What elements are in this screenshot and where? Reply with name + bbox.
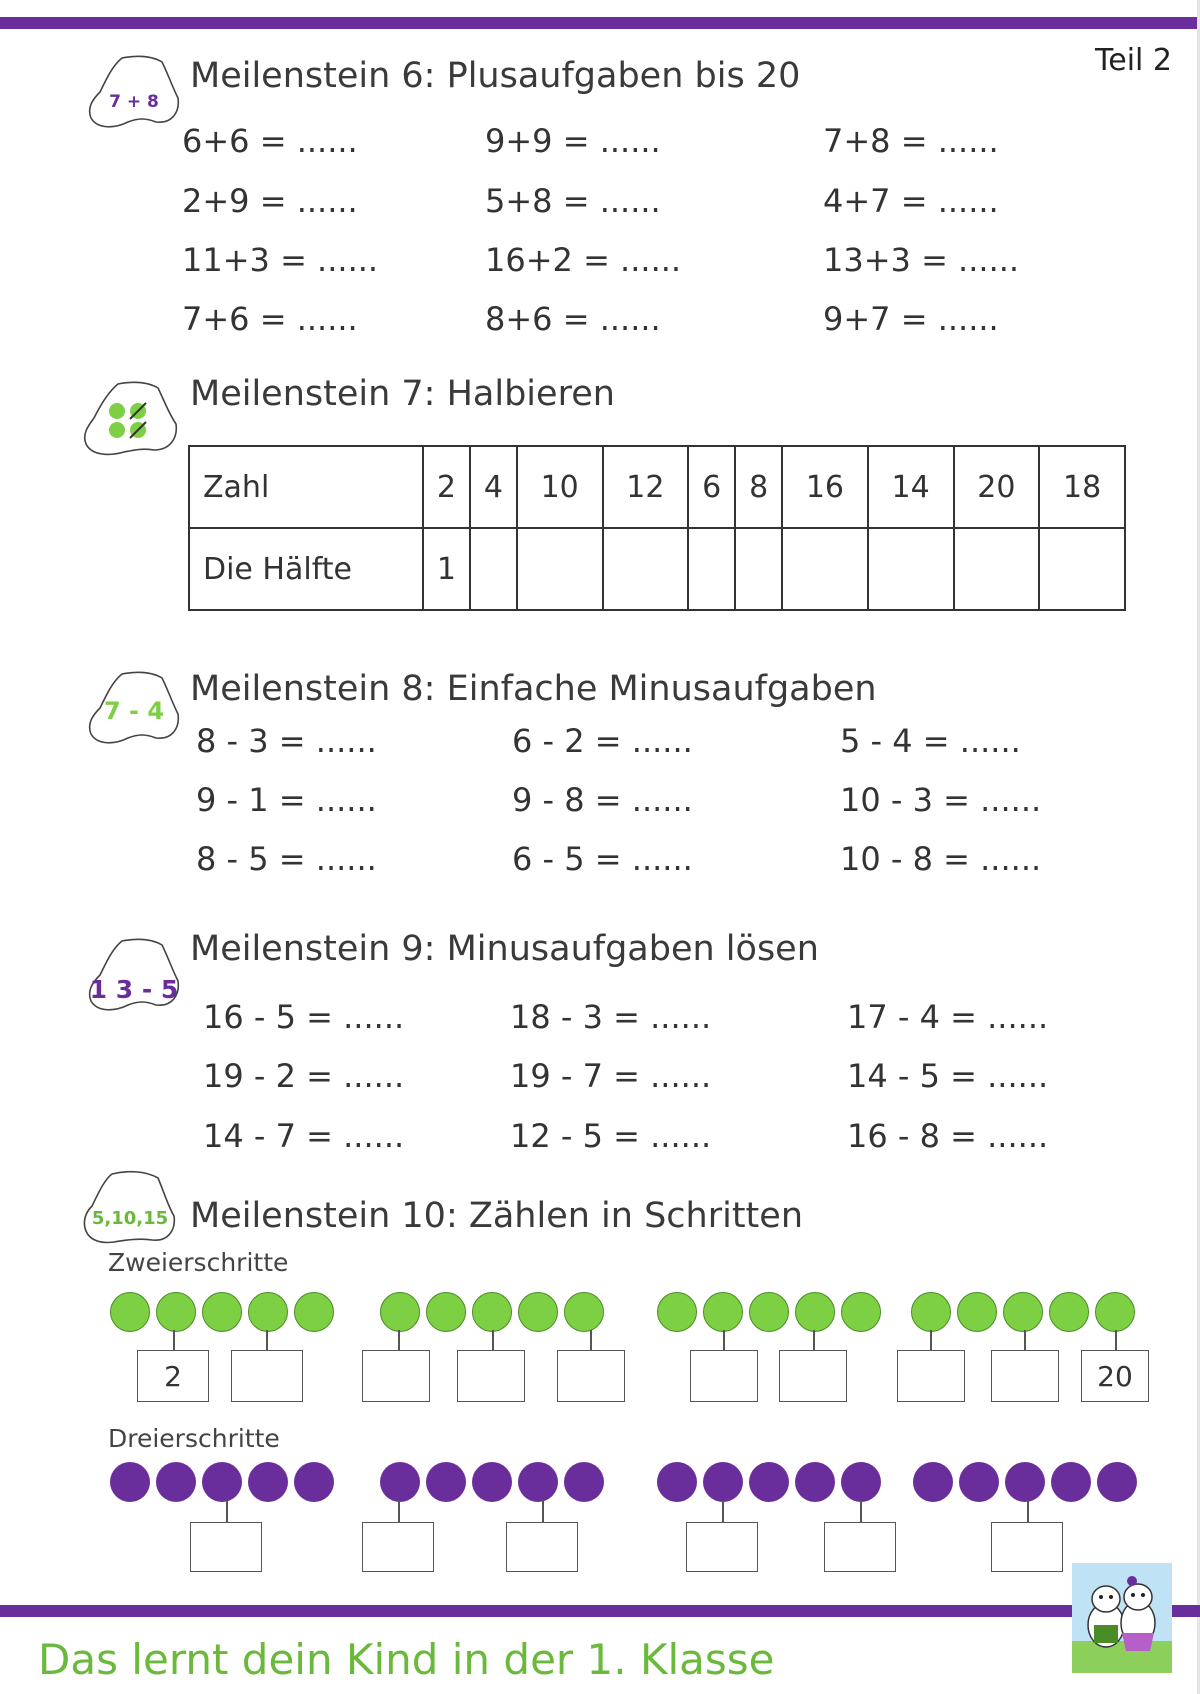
connector-line [722, 1500, 724, 1522]
purple-counter-dot [795, 1462, 835, 1502]
exercise-m6[interactable]: 4+7 = ...... [823, 182, 999, 220]
part-label: Teil 2 [1095, 43, 1172, 78]
purple-counter-dot [564, 1462, 604, 1502]
badge-label: 5,10,15 [91, 1207, 169, 1229]
table-header-zahl: Zahl [189, 446, 423, 528]
answer-box[interactable] [506, 1522, 578, 1572]
green-counter-dot [795, 1292, 835, 1332]
exercise-m9[interactable]: 18 - 3 = ...... [510, 998, 712, 1036]
exercise-m9[interactable]: 16 - 8 = ...... [847, 1117, 1049, 1155]
connector-line [930, 1330, 932, 1350]
halving-table [188, 445, 1126, 611]
table-cell: 14 [868, 446, 954, 528]
answer-cell[interactable] [688, 528, 735, 610]
green-counter-dot [202, 1292, 242, 1332]
answer-cell[interactable] [954, 528, 1040, 610]
answer-box[interactable] [457, 1350, 525, 1402]
answer-cell[interactable] [470, 528, 517, 610]
badge-label: 1 3 - 5 [89, 974, 179, 1004]
table-cell: 12 [603, 446, 689, 528]
exercise-m9[interactable]: 14 - 5 = ...... [847, 1057, 1049, 1095]
connector-line [398, 1500, 400, 1522]
connector-line [1027, 1500, 1029, 1522]
green-counter-dot [426, 1292, 466, 1332]
answer-box[interactable] [690, 1350, 758, 1402]
green-counter-dot [841, 1292, 881, 1332]
table-cell: 2 [423, 446, 470, 528]
table-cell: 8 [735, 446, 782, 528]
purple-counter-dot [913, 1462, 953, 1502]
purple-counter-dot [1051, 1462, 1091, 1502]
connector-line [1115, 1330, 1117, 1350]
exercise-m6[interactable]: 5+8 = ...... [485, 182, 661, 220]
purple-counter-dot [202, 1462, 242, 1502]
answer-cell[interactable] [868, 528, 954, 610]
exercise-m9[interactable]: 16 - 5 = ...... [203, 998, 405, 1036]
threes-label: Dreierschritte [108, 1424, 280, 1453]
table-header-haelfte: Die Hälfte [189, 528, 423, 610]
section-title-m6: Meilenstein 6: Plusaufgaben bis 20 [190, 56, 801, 96]
purple-counter-dot [110, 1462, 150, 1502]
answer-cell[interactable] [603, 528, 689, 610]
green-counter-dot [472, 1292, 512, 1332]
exercise-m9[interactable]: 17 - 4 = ...... [847, 998, 1049, 1036]
answer-box[interactable] [897, 1350, 965, 1402]
table-row-halves [189, 528, 1125, 610]
green-counter-dot [380, 1292, 420, 1332]
table-cell: 20 [954, 446, 1040, 528]
purple-counter-dot [1005, 1462, 1045, 1502]
purple-counter-dot [703, 1462, 743, 1502]
exercise-m9[interactable]: 14 - 7 = ...... [203, 1117, 405, 1155]
badge-label: 7 + 8 [109, 92, 159, 112]
green-counter-dot [518, 1292, 558, 1332]
answer-box[interactable] [991, 1522, 1063, 1572]
purple-counter-dot [248, 1462, 288, 1502]
exercise-m6[interactable]: 9+9 = ...... [485, 122, 661, 160]
exercise-m6[interactable]: 2+9 = ...... [182, 182, 358, 220]
exercise-m6[interactable]: 8+6 = ...... [485, 300, 661, 338]
top-bar [0, 17, 1200, 29]
badge-halving-icon [82, 378, 178, 460]
answer-box[interactable] [779, 1350, 847, 1402]
connector-line [173, 1330, 175, 1350]
purple-counter-dot [1097, 1462, 1137, 1502]
green-counter-dot [749, 1292, 789, 1332]
table-cell: 10 [517, 446, 603, 528]
answer-box[interactable] [362, 1350, 430, 1402]
table-row-numbers [189, 446, 1125, 528]
connector-line [813, 1330, 815, 1350]
green-counter-dot [657, 1292, 697, 1332]
answer-box[interactable] [190, 1522, 262, 1572]
exercise-m6[interactable]: 9+7 = ...... [823, 300, 999, 338]
purple-counter-dot [657, 1462, 697, 1502]
exercise-m8[interactable]: 9 - 1 = ...... [196, 781, 377, 819]
exercise-m8[interactable]: 10 - 8 = ...... [840, 840, 1042, 878]
answer-box[interactable]: 2 [137, 1350, 209, 1402]
table-cell: 6 [688, 446, 735, 528]
purple-counter-dot [518, 1462, 558, 1502]
exercise-m8[interactable]: 6 - 2 = ...... [512, 722, 693, 760]
badge-counting-icon [82, 1168, 178, 1250]
twos-label: Zweierschritte [108, 1248, 289, 1277]
exercise-m8[interactable]: 8 - 5 = ...... [196, 840, 377, 878]
badge-subtraction-icon [86, 668, 182, 750]
connector-line [266, 1330, 268, 1350]
green-counter-dot [703, 1292, 743, 1332]
answer-box[interactable] [557, 1350, 625, 1402]
green-counter-dot [957, 1292, 997, 1332]
purple-counter-dot [472, 1462, 512, 1502]
answer-box[interactable] [991, 1350, 1059, 1402]
connector-line [860, 1500, 862, 1522]
exercise-m8[interactable]: 5 - 4 = ...... [840, 722, 1021, 760]
exercise-m8[interactable]: 6 - 5 = ...... [512, 840, 693, 878]
exercise-m6[interactable]: 7+6 = ...... [182, 300, 358, 338]
green-counter-dot [911, 1292, 951, 1332]
mascot-image [1072, 1563, 1172, 1673]
answer-cell[interactable]: 1 [423, 528, 470, 610]
connector-line [590, 1330, 592, 1350]
answer-cell[interactable] [782, 528, 868, 610]
table-cell: 18 [1039, 446, 1125, 528]
answer-box[interactable]: 20 [1081, 1350, 1149, 1402]
connector-line [226, 1500, 228, 1522]
badge-subtraction-icon [86, 935, 182, 1017]
answer-cell[interactable] [735, 528, 782, 610]
answer-box[interactable] [686, 1522, 758, 1572]
exercise-m9[interactable]: 12 - 5 = ...... [510, 1117, 712, 1155]
badge-addition-icon [86, 52, 182, 134]
connector-line [492, 1330, 494, 1350]
table-cell: 16 [782, 446, 868, 528]
exercise-m6[interactable]: 6+6 = ...... [182, 122, 358, 160]
purple-counter-dot [959, 1462, 999, 1502]
answer-box[interactable] [362, 1522, 434, 1572]
section-title-m8: Meilenstein 8: Einfache Minusaufgaben [190, 669, 877, 709]
exercise-m8[interactable]: 9 - 8 = ...... [512, 781, 693, 819]
exercise-m6[interactable]: 16+2 = ...... [485, 241, 682, 279]
exercise-m9[interactable]: 19 - 7 = ...... [510, 1057, 712, 1095]
green-counter-dot [1049, 1292, 1089, 1332]
connector-line [723, 1330, 725, 1350]
green-counter-dot [564, 1292, 604, 1332]
answer-cell[interactable] [1039, 528, 1125, 610]
connector-line [542, 1500, 544, 1522]
green-counter-dot [156, 1292, 196, 1332]
purple-counter-dot [841, 1462, 881, 1502]
purple-counter-dot [749, 1462, 789, 1502]
section-title-m9: Meilenstein 9: Minusaufgaben lösen [190, 929, 819, 969]
badge-label: 7 - 4 [103, 697, 165, 725]
exercise-m8[interactable]: 8 - 3 = ...... [196, 722, 377, 760]
connector-line [1024, 1330, 1026, 1350]
exercise-m9[interactable]: 19 - 2 = ...... [203, 1057, 405, 1095]
section-title-m10: Meilenstein 10: Zählen in Schritten [190, 1196, 803, 1236]
green-counter-dot [294, 1292, 334, 1332]
answer-cell[interactable] [517, 528, 603, 610]
purple-counter-dot [426, 1462, 466, 1502]
exercise-m6[interactable]: 11+3 = ...... [182, 241, 379, 279]
exercise-m6[interactable]: 13+3 = ...... [823, 241, 1020, 279]
green-counter-dot [1003, 1292, 1043, 1332]
green-counter-dot [248, 1292, 288, 1332]
green-counter-dot [1095, 1292, 1135, 1332]
purple-counter-dot [294, 1462, 334, 1502]
footer-title: Das lernt dein Kind in der 1. Klasse [38, 1635, 775, 1684]
connector-line [398, 1330, 400, 1350]
purple-counter-dot [380, 1462, 420, 1502]
answer-box[interactable] [824, 1522, 896, 1572]
exercise-m6[interactable]: 7+8 = ...... [823, 122, 999, 160]
exercise-m8[interactable]: 10 - 3 = ...... [840, 781, 1042, 819]
table-cell: 4 [470, 446, 517, 528]
green-counter-dot [110, 1292, 150, 1332]
answer-box[interactable] [231, 1350, 303, 1402]
bottom-bar [0, 1605, 1200, 1617]
purple-counter-dot [156, 1462, 196, 1502]
section-title-m7: Meilenstein 7: Halbieren [190, 374, 615, 414]
